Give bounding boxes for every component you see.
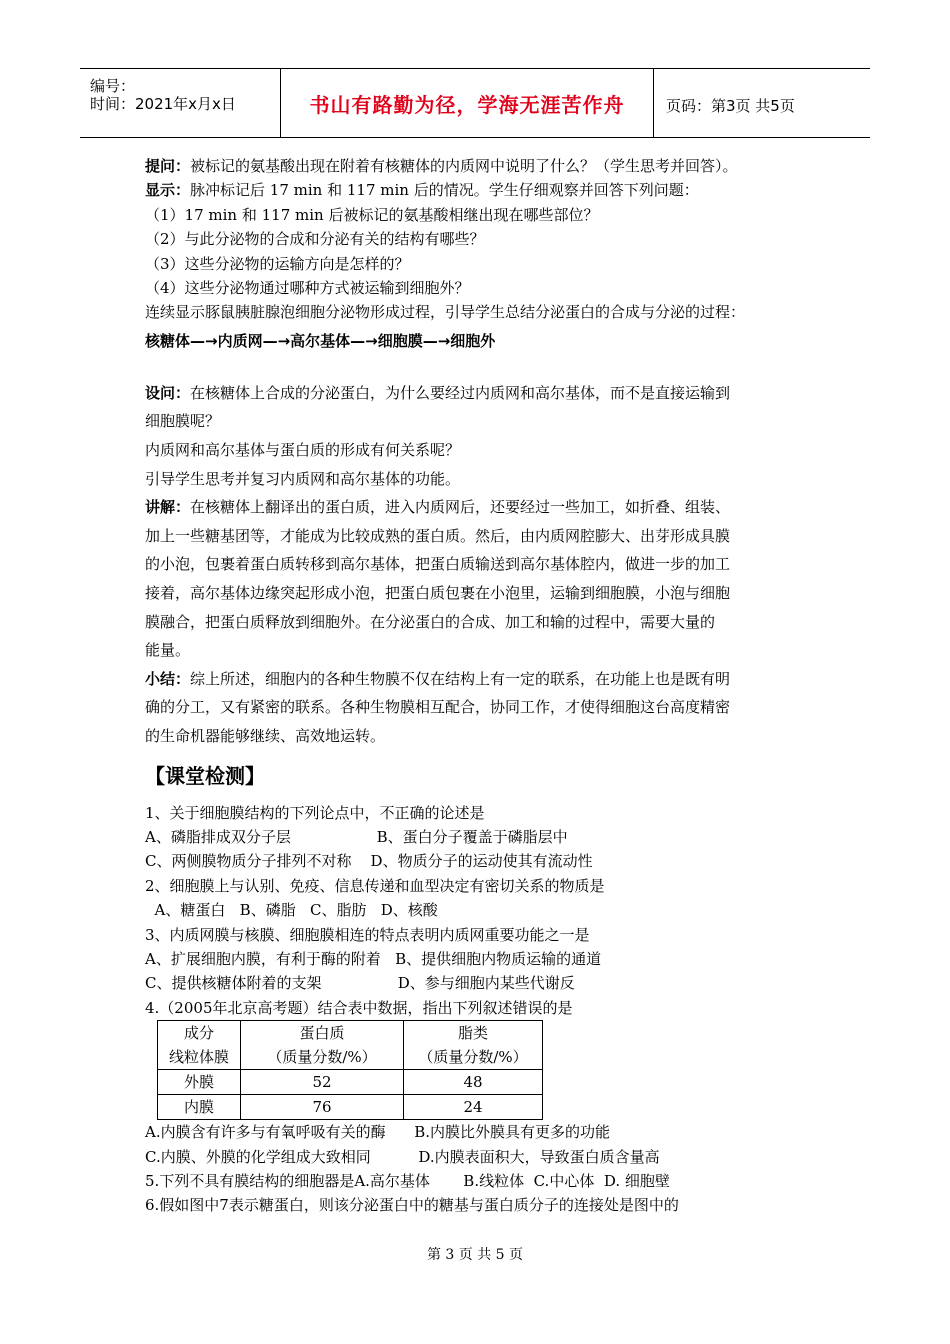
line-text: 的生命机器能够继续、高效地运转。 <box>145 726 386 745</box>
page-header <box>80 68 870 138</box>
line-text: （2）与此分泌物的合成和分泌有关的结构有哪些？ <box>145 230 485 249</box>
table-cell: 48 <box>404 1070 543 1095</box>
text-line <box>145 407 815 436</box>
motto: 书山有路勤为径，学海无涯苦作舟 <box>309 93 625 117</box>
page-info: 页码：第3页 共5页 <box>666 97 795 115</box>
header-motto-cell <box>281 69 654 137</box>
line-text: 内质网和高尔基体与蛋白质的形成有何关系呢？ <box>145 441 461 460</box>
line-label: 显示： <box>145 181 191 200</box>
text-line <box>145 636 815 665</box>
text-line <box>145 465 815 494</box>
question-line: C、两侧膜物质分子排列不对称 D、物质分子的运动使其有流动性 <box>145 852 593 871</box>
secretion-flow: 核糖体—→内质网—→高尔基体—→细胞膜—→细胞外 <box>145 331 496 350</box>
table-header-text: 成分 <box>183 1024 214 1043</box>
question-line: 4.（2005年北京高考题）结合表中数据，指出下列叙述错误的是 <box>145 998 573 1017</box>
question-paragraph <box>145 154 815 325</box>
text-line <box>145 227 815 251</box>
text-line <box>145 722 815 751</box>
question-line: C、提供核糖体附着的支架 D、参与细胞内某些代谢反 <box>145 974 575 993</box>
text-line <box>145 436 815 465</box>
date-label: 时间：2021年x月x日 <box>90 95 236 113</box>
section-title: 【课堂检测】 <box>145 763 265 788</box>
line-text: 接着，高尔基体边缘突起形成小泡，把蛋白质包裹在小泡里，运输到细胞膜，小泡与细胞 <box>145 584 731 602</box>
line-label: 讲解： <box>145 498 191 517</box>
text-line <box>145 203 815 227</box>
number-label: 编号： <box>90 77 136 95</box>
text-line <box>145 276 815 300</box>
table-row <box>158 1070 543 1095</box>
text-line <box>145 252 815 276</box>
question-line: C.内膜、外膜的化学组成大致相同 D.内膜表面积大，导致蛋白质含量高 <box>145 1147 660 1166</box>
line-text: 的小泡，包裹着蛋白质转移到高尔基体，把蛋白质输送到高尔基体腔内，做进一步的加工 <box>145 555 731 574</box>
line-text: 加上一些糖基团等，才能成为比较成熟的蛋白质。然后，由内质网腔膨大、出芽形成具膜 <box>145 526 731 545</box>
text-line <box>145 379 815 408</box>
table-row <box>158 1095 543 1120</box>
line-text: 膜融合，把蛋白质释放到细胞外。在分泌蛋白的合成、加工和输的过程中，需要大量的 <box>145 612 716 631</box>
line-label: 设问： <box>145 383 191 402</box>
question-line: 1、关于细胞膜结构的下列论点中，不正确的论述是 <box>145 803 485 822</box>
table-cell: 24 <box>404 1095 543 1120</box>
text-line <box>145 522 815 551</box>
table-header-cell <box>158 1021 241 1070</box>
quiz-questions <box>145 801 815 1021</box>
line-text: （3）这些分泌物的运输方向是怎样的？ <box>145 254 410 273</box>
text-line <box>145 665 815 694</box>
header-meta <box>80 69 281 137</box>
table-header-text: （质量分数/%） <box>267 1048 377 1067</box>
line-text: 能量。 <box>145 641 191 660</box>
question-line: A、扩展细胞内膜，有利于酶的附着 B、提供细胞内物质运输的通道 <box>145 950 602 968</box>
text-line <box>145 579 815 608</box>
line-text: 在核糖体上翻译出的蛋白质，进入内质网后，还要经过一些加工，如折叠、组装、 <box>190 498 731 517</box>
line-text: 连续显示豚鼠胰脏腺泡细胞分泌物形成过程，引导学生总结分泌蛋白的合成与分泌的过程： <box>145 303 746 322</box>
question-line: 2、细胞膜上与认别、免疫、信息传递和血型决定有密切关系的物质是 <box>145 876 605 895</box>
quiz-options <box>145 1120 815 1218</box>
line-text: （4）这些分泌物通过哪种方式被运输到细胞外？ <box>145 279 470 298</box>
line-label: 小结： <box>145 669 191 688</box>
text-line <box>145 178 815 202</box>
text-line <box>145 693 815 722</box>
text-line <box>145 493 815 522</box>
table-header-cell <box>404 1021 543 1070</box>
question-line: A、磷脂排成双分子层 B、蛋白分子覆盖于磷脂层中 <box>145 827 568 846</box>
text-line <box>145 300 815 324</box>
spacer <box>145 357 815 379</box>
document-body <box>145 154 815 1218</box>
line-text: 在核糖体上合成的分泌蛋白，为什么要经过内质网和高尔基体，而不是直接运输到 <box>190 383 731 402</box>
line-text: 综上所述，细胞内的各种生物膜不仅在结构上有一定的联系，在功能上也是既有明 <box>190 669 731 688</box>
explanation-paragraph <box>145 379 815 751</box>
table-header-cell <box>241 1021 404 1070</box>
table-cell: 76 <box>241 1095 404 1120</box>
table-header-text: （质量分数/%） <box>418 1048 528 1067</box>
text-line <box>145 608 815 637</box>
table-header-text: 脂类 <box>457 1024 488 1043</box>
text-line <box>145 550 815 579</box>
table-cell: 内膜 <box>158 1095 241 1120</box>
line-text: 脉冲标记后 17 min 和 117 min 后的情况。学生仔细观察并回答下列问题： <box>190 181 699 200</box>
line-text: 引导学生思考并复习内质网和高尔基体的功能。 <box>145 469 461 488</box>
table-header-text: 蛋白质 <box>299 1024 345 1043</box>
page-footer: 第 3 页 共 5 页 <box>426 1247 524 1263</box>
question-line: 6.假如图中7表示糖蛋白，则该分泌蛋白中的糖基与蛋白质分子的连接处是图中的 <box>145 1196 679 1215</box>
table-cell: 52 <box>241 1070 404 1095</box>
question-line: 5.下列不具有膜结构的细胞器是A.高尔基体 B.线粒体 C.中心体 D. 细胞壁 <box>145 1172 670 1191</box>
table-header-row <box>158 1021 543 1070</box>
question-line: A.内膜含有许多与有氧呼吸有关的酶 B.内膜比外膜具有更多的功能 <box>145 1123 611 1142</box>
line-text: 被标记的氨基酸出现在附着有核糖体的内质网中说明了什么？（学生思考并回答）。 <box>190 157 738 175</box>
membrane-table <box>157 1020 543 1120</box>
line-text: 细胞膜呢？ <box>145 412 221 431</box>
text-line <box>145 154 815 178</box>
line-label: 提问： <box>145 157 191 175</box>
question-line: 3、内质网膜与核膜、细胞膜相连的特点表明内质网重要功能之一是 <box>145 925 590 944</box>
question-line: A、糖蛋白 B、磷脂 C、脂肪 D、核酸 <box>145 901 438 920</box>
line-text: 确的分工，又有紧密的联系。各种生物膜相互配合，协同工作，才使得细胞这台高度精密 <box>145 698 731 717</box>
table-cell: 外膜 <box>158 1070 241 1095</box>
table-header-text: 线粒体膜 <box>168 1048 229 1067</box>
line-text: （1）17 min 和 117 min 后被标记的氨基酸相继出现在哪些部位？ <box>145 205 599 224</box>
